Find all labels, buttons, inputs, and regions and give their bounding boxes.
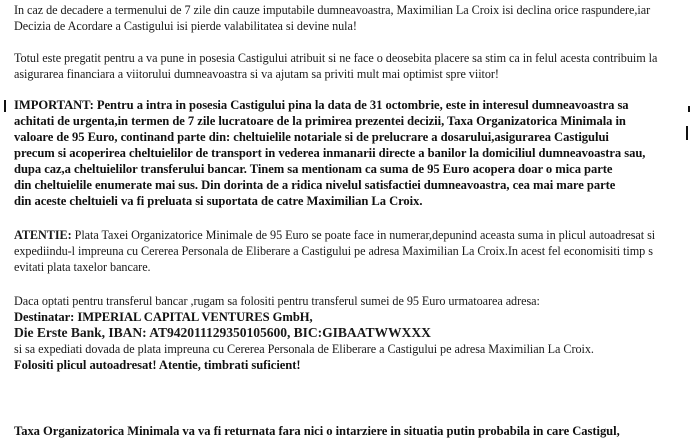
atentie-label: ATENTIE: [14, 228, 72, 242]
atentie-text-1: Plata Taxei Organizatorice Minimale de 95 Euro se poate face in numerar,depunind aceasta suma in plicul autoadresat si [71, 228, 656, 242]
decadere-line-1: In caz de decadere a termenului de 7 zile din cauze imputabile dumneavoastra, Maximilian La Croix isi declina orice raspundere,iar [14, 3, 651, 17]
important-line-2: achitati de urgenta,in termen de 7 zile lucratoare de la primirea prezentei decizii, Taxa Organizatorica Minimala in [14, 114, 626, 128]
important-line-6: din cheltuielile enumerate mai sus. Din dorinta de a ridica nivelul satisfactiei dumneavoastra, cea mai mare parte [14, 178, 616, 192]
important-line-3: valoare de 95 Euro, continand parte din: cheltuielile notariale si de prelucrare a dosarului,asigurarea Castigului [14, 130, 609, 144]
margin-mark-left [4, 100, 6, 112]
important-line-4: precum si acoperirea cheltuielilor de transport in vederea inmanarii directe a banilor la domiciliul dumneavoastra sau, [14, 146, 646, 160]
transfer-destinatar: Destinatar: IMPERIAL CAPITAL VENTURES GmbH, [14, 310, 313, 324]
transfer-dovada: si sa expediati dovada de plata impreuna cu Cererea Personala de Eliberare a Castigului pe adresa Maximilian La Croix. [14, 342, 594, 356]
margin-mark-right-2 [686, 126, 688, 140]
decadere-line-2: Decizia de Acordare a Castigului isi pierde valabilitatea si devine nula! [14, 19, 357, 33]
transfer-bank-details: Die Erste Bank, IBAN: AT942011129350105600, BIC:GIBAATWWXXX [14, 325, 431, 340]
atentie-line-1 [14, 227, 655, 243]
pregatit-line-1: Totul este pregatit pentru a va pune in posesia Castigului atribuit si ne face o deosebita placere sa stim ca in felul acesta contribuim la [14, 51, 658, 65]
transfer-intro: Daca optati pentru transferul bancar ,rugam sa folositi pentru transferul sumei de 95 Euro urmatoarea adresa: [14, 294, 540, 308]
atentie-line-2: expediindu-l impreuna cu Cererea Personala de Eliberare a Castigului pe adresa Maximilian La Croix.In acest fel economisiti timp s [14, 244, 653, 258]
important-line-1: IMPORTANT: Pentru a intra in posesia Castigului pina la data de 31 octombrie, este in interesul dumneavoastra sa [14, 98, 629, 112]
final-line-1: Taxa Organizatorica Minimala va va fi returnata fara nici o intarziere in situatia putin probabila in care Castigul, [14, 424, 620, 438]
pregatit-line-2: asigurarea financiara a viitorului dumneavoastra si va ajutam sa priviti mult mai optimist spre viitor! [14, 67, 499, 81]
atentie-line-3: evitati plata taxelor bancare. [14, 260, 151, 274]
important-line-5: dupa caz,a cheltuielilor transferului bancar. Tinem sa mentionam ca suma de 95 Euro acopera doar o mica parte [14, 162, 613, 176]
transfer-plic-warning: Folositi plicul autoadresat! Atentie, timbrati suficient! [14, 358, 301, 372]
important-line-7: din aceste cheltuieli va fi preluata si suportata de catre Maximilian La Croix. [14, 194, 423, 208]
margin-mark-right-1 [688, 106, 690, 112]
